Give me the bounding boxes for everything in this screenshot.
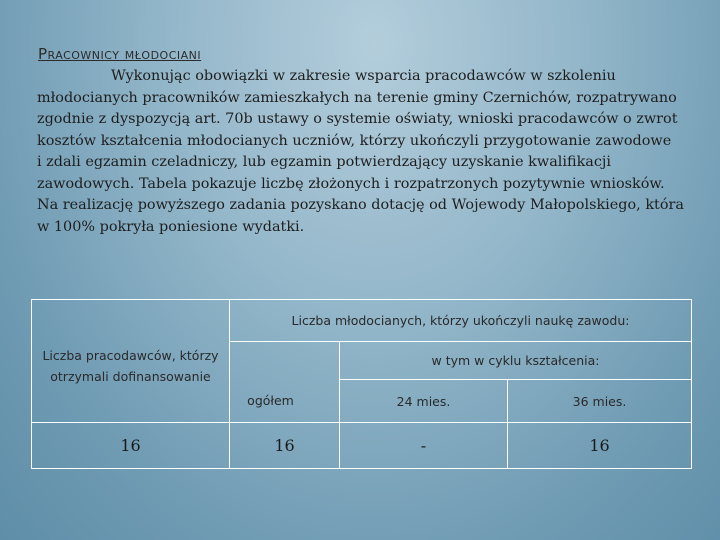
header-completed-training: Liczba młodocianych, którzy ukończyli naukę zawodu: xyxy=(230,300,692,342)
table-header-row-1 xyxy=(32,300,692,342)
cell-24-months: - xyxy=(340,423,508,469)
table-row xyxy=(32,423,692,469)
cell-employers: 16 xyxy=(32,423,230,469)
apprentices-table xyxy=(31,299,692,469)
paragraph-line-7: Na realizację powyższego zadania pozyskano dotację od Wojewody Małopolskiego, która xyxy=(37,197,684,213)
paragraph-line-1: Wykonując obowiązki w zakresie wsparcia pracodawców w szkoleniu xyxy=(111,68,616,84)
header-employers: Liczba pracodawców, którzy otrzymali dofinansowanie xyxy=(32,342,230,423)
body-paragraph xyxy=(37,66,699,238)
header-total-cell xyxy=(230,342,340,423)
header-24-months: 24 mies. xyxy=(340,380,508,423)
header-total: ogółem xyxy=(247,393,294,408)
paragraph-line-6: zawodowych. Tabela pokazuje liczbę złożonych i rozpatrzonych pozytywnie wniosków. xyxy=(37,175,665,192)
header-training-cycle: w tym w cyklu kształcenia: xyxy=(340,342,692,380)
paragraph-line-4: kosztów kształcenia młodocianych uczniów, którzy ukończyli przygotowanie zawodowe xyxy=(37,132,672,149)
header-36-months: 36 mies. xyxy=(508,380,692,423)
paragraph-line-5: i zdali egzamin czeladniczy, lub egzamin potwierdzający uzyskanie kwalifikacji xyxy=(37,154,612,170)
table-header-row-2 xyxy=(32,342,692,380)
paragraph-line-8: w 100% pokryła poniesione wydatki. xyxy=(37,218,305,235)
table-corner-cell xyxy=(32,300,230,342)
paragraph-line-3: zgodnie z dyspozycją art. 70b ustawy o systemie oświaty, wnioski pracodawców o zwrot xyxy=(37,111,678,127)
paragraph-line-2: młodocianych pracowników zamieszkałych na terenie gminy Czernichów, rozpatrywano xyxy=(37,89,677,106)
slide-title: Pracownicy młodociani xyxy=(38,45,202,63)
cell-total: 16 xyxy=(230,423,340,469)
cell-36-months: 16 xyxy=(508,423,692,469)
